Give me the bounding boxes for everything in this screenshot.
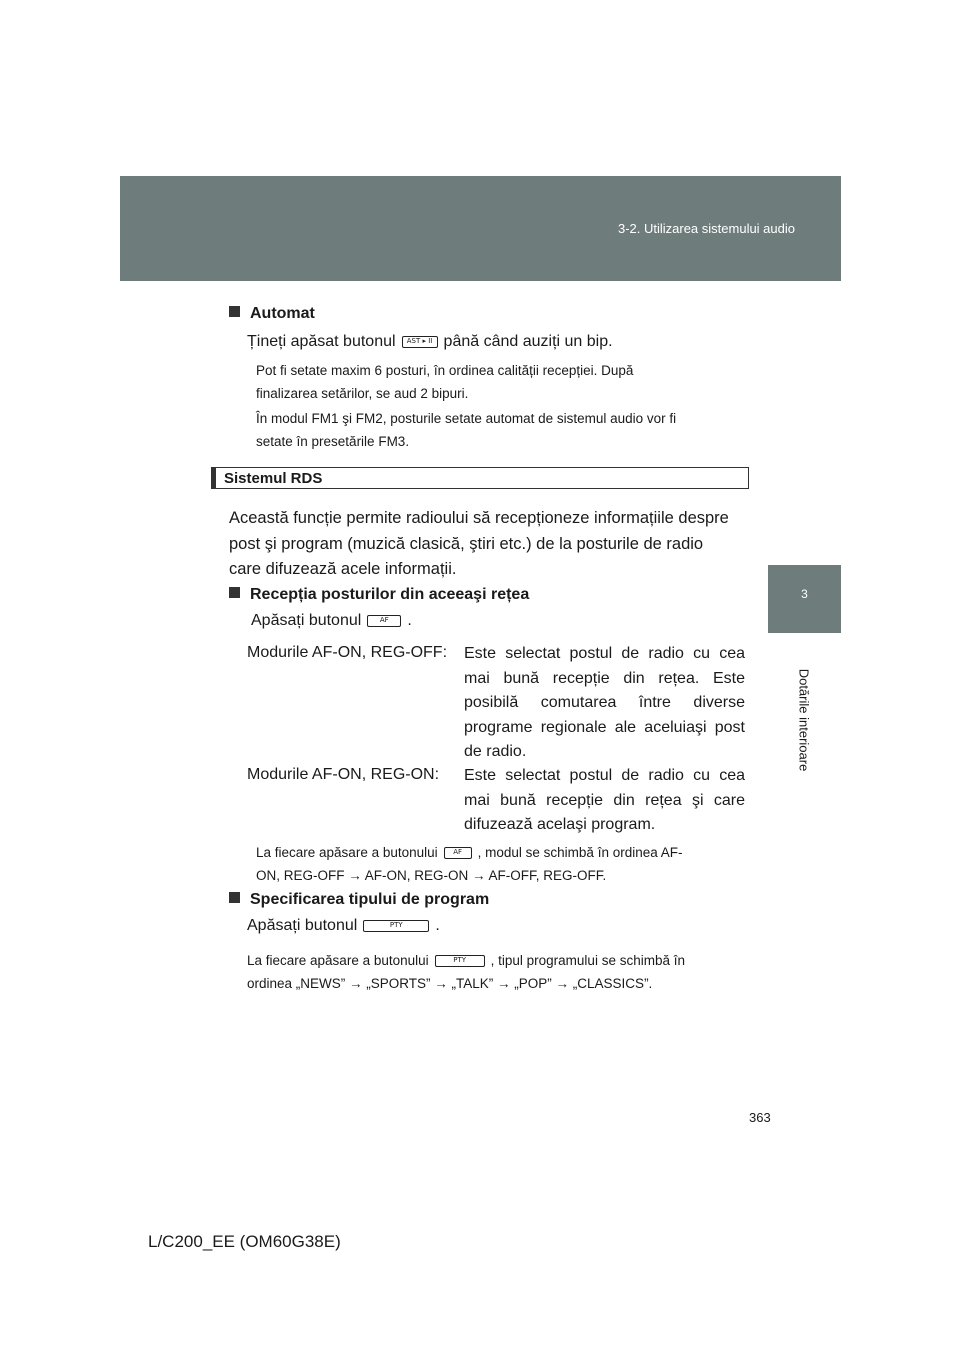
square-bullet-icon [229,587,240,598]
header-band [120,176,841,281]
rds-box-title: Sistemul RDS [224,470,323,487]
square-bullet-icon [229,306,240,317]
square-bullet-icon [229,892,240,903]
mode2-label: Modurile AF-ON, REG-ON: [247,766,440,783]
document-code: L/C200_EE (OM60G38E) [148,1232,341,1251]
program-type-heading: Specificarea tipului de program [229,891,489,909]
automat-heading: Automat [229,305,315,323]
pty-button-icon: PTY [435,955,485,967]
automat-instruction: Țineți apăsat butonul AST ▸ II până când auziți un bip. [247,333,613,350]
mode2-description: Este selectat postul de radio cu cea mai bună recepție din rețea şi care difuzează acelaşi program. [464,767,745,833]
program-type-note: La fiecare apăsare a butonului PTY , tipul programului se schimbă în ordinea „NEWS” → „SPORTS” → „TALK” → „POP” → „CLASSICS”. [247,953,685,991]
mode1-description: Este selectat postul de radio cu cea mai bună recepție din rețea. Este posibilă comutarea între diverse programe regionale ale aceluiaşi post de radio. [464,645,745,760]
automat-note-2: În modul FM1 şi FM2, posturile setate automat de sistemul audio vor fi setate în presetările FM3. [256,411,677,449]
chapter-label: Dotările interioare [796,668,812,772]
reception-note: La fiecare apăsare a butonului AF , modul se schimbă în ordinea AF- ON, REG-OFF → AF-ON, REG-ON → AF-OFF, REG-OFF. [256,845,683,883]
pty-button-icon: PTY [363,920,429,932]
rds-box-accent [212,468,216,488]
rds-section-box [211,467,749,489]
program-type-instruction: Apăsați butonul PTY . [247,917,440,934]
chapter-tab [768,565,841,633]
automat-note-1: Pot fi setate maxim 6 posturi, în ordinea calității recepției. După finalizarea setărilor, se aud 2 bipuri. [256,363,634,401]
chapter-number: 3 [801,587,808,601]
ast-button-icon: AST ▸ II [402,336,438,348]
af-button-icon: AF [444,847,472,859]
reception-instruction: Apăsați butonul AF . [251,612,412,629]
mode1-label: Modurile AF-ON, REG-OFF: [247,644,448,661]
section-title: 3-2. Utilizarea sistemului audio [617,221,795,236]
af-button-icon: AF [367,615,401,627]
rds-intro: Această funcție permite radioului să recepționeze informațiile despre post şi program (muzică clasică, ştiri etc.) de la posturile de radio care difuzează acele informații. [229,509,729,578]
page-number: 363 [749,1110,771,1125]
reception-heading: Recepția posturilor din aceeaşi rețea [229,586,529,604]
